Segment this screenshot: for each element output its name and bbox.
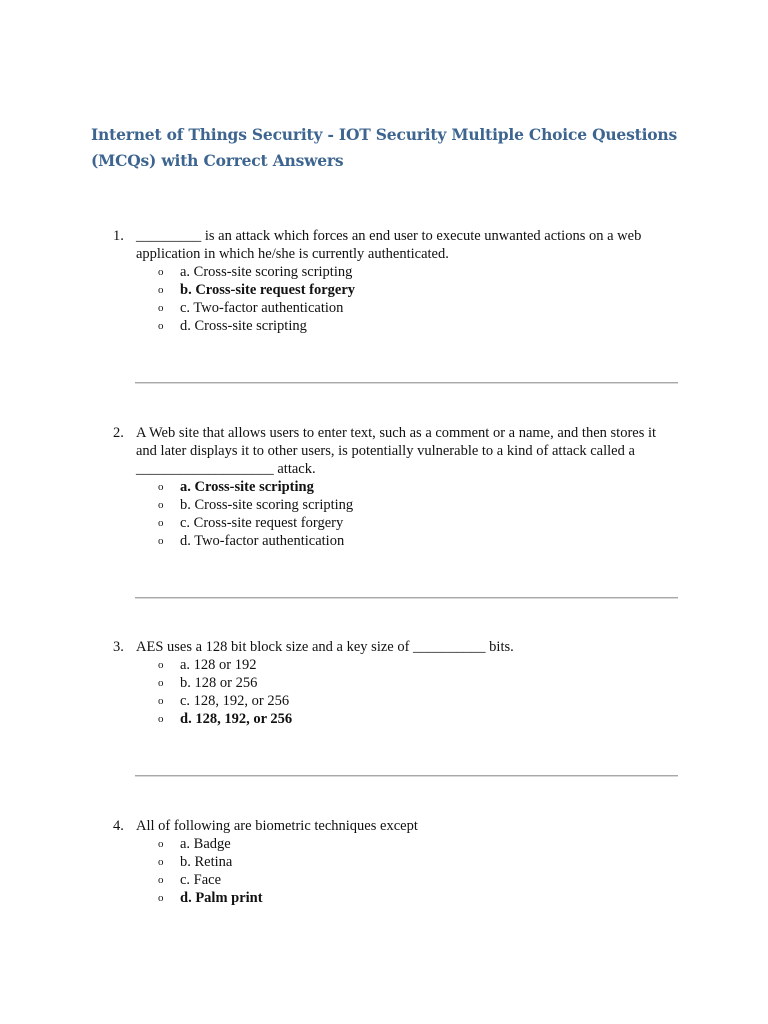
option-b-correct	[113, 281, 673, 299]
option-label: a. 128 or 192	[180, 657, 257, 673]
bullet-icon: o	[158, 659, 164, 671]
question-number: 3.	[113, 639, 124, 655]
bullet-icon: o	[158, 517, 164, 529]
option-list	[113, 478, 673, 550]
question-4	[113, 817, 673, 907]
option-label: d. Cross-site scripting	[180, 318, 307, 334]
option-list	[113, 835, 673, 907]
bullet-icon: o	[158, 677, 164, 689]
question-text: A Web site that allows users to enter text, such as a comment or a name, and then stores it and later displays it to other users, is potentially vulnerable to a kind of attack called a ___________________ attack.	[136, 425, 657, 477]
option-a	[113, 835, 673, 853]
option-a	[113, 656, 673, 674]
option-label: a. Cross-site scripting	[180, 479, 314, 495]
bullet-icon: o	[158, 713, 164, 725]
divider	[135, 597, 678, 599]
bullet-icon: o	[158, 838, 164, 850]
question-number: 4.	[113, 818, 124, 834]
option-a	[113, 263, 673, 281]
option-c	[113, 871, 673, 889]
bullet-icon: o	[158, 892, 164, 904]
question-number: 1.	[113, 228, 124, 244]
bullet-icon: o	[158, 499, 164, 511]
bullet-icon: o	[158, 535, 164, 547]
option-label: c. Face	[180, 872, 222, 888]
option-b	[113, 853, 673, 871]
question-3	[113, 638, 673, 728]
bullet-icon: o	[158, 695, 164, 707]
option-list	[113, 656, 673, 728]
bullet-icon: o	[158, 874, 164, 886]
option-label: a. Cross-site scoring scripting	[180, 264, 353, 280]
divider	[135, 775, 678, 777]
option-c	[113, 299, 673, 317]
question-text: All of following are biometric techniques except	[136, 818, 418, 834]
option-d-correct	[113, 889, 673, 907]
option-label: d. Two-factor authentication	[180, 533, 345, 549]
page-title: Internet of Things Security - IOT Security Multiple Choice Questions (MCQs) with Correct Answers	[91, 125, 678, 170]
option-label: c. Cross-site request forgery	[180, 515, 344, 531]
option-c	[113, 514, 673, 532]
option-label: c. Two-factor authentication	[180, 300, 344, 316]
question-text: AES uses a 128 bit block size and a key size of __________ bits.	[136, 639, 514, 655]
option-d	[113, 317, 673, 335]
question-number: 2.	[113, 425, 124, 441]
bullet-icon: o	[158, 302, 164, 314]
option-a-correct	[113, 478, 673, 496]
option-label: d. Palm print	[180, 890, 263, 906]
question-1	[113, 227, 673, 335]
option-b	[113, 496, 673, 514]
option-label: b. Cross-site request forgery	[180, 282, 356, 298]
bullet-icon: o	[158, 856, 164, 868]
option-d-correct	[113, 710, 673, 728]
bullet-icon: o	[158, 266, 164, 278]
option-d	[113, 532, 673, 550]
question-2	[113, 424, 673, 550]
bullet-icon: o	[158, 481, 164, 493]
bullet-icon: o	[158, 320, 164, 332]
option-label: b. 128 or 256	[180, 675, 258, 691]
option-label: b. Retina	[180, 854, 233, 870]
option-label: d. 128, 192, or 256	[180, 711, 293, 727]
question-text: _________ is an attack which forces an end user to execute unwanted actions on a web application in which he/she is currently authenticated.	[136, 228, 642, 262]
option-b	[113, 674, 673, 692]
option-label: c. 128, 192, or 256	[180, 693, 290, 709]
option-c	[113, 692, 673, 710]
divider	[135, 382, 678, 384]
bullet-icon: o	[158, 284, 164, 296]
option-label: a. Badge	[180, 836, 231, 852]
option-list	[113, 263, 673, 335]
option-label: b. Cross-site scoring scripting	[180, 497, 354, 513]
